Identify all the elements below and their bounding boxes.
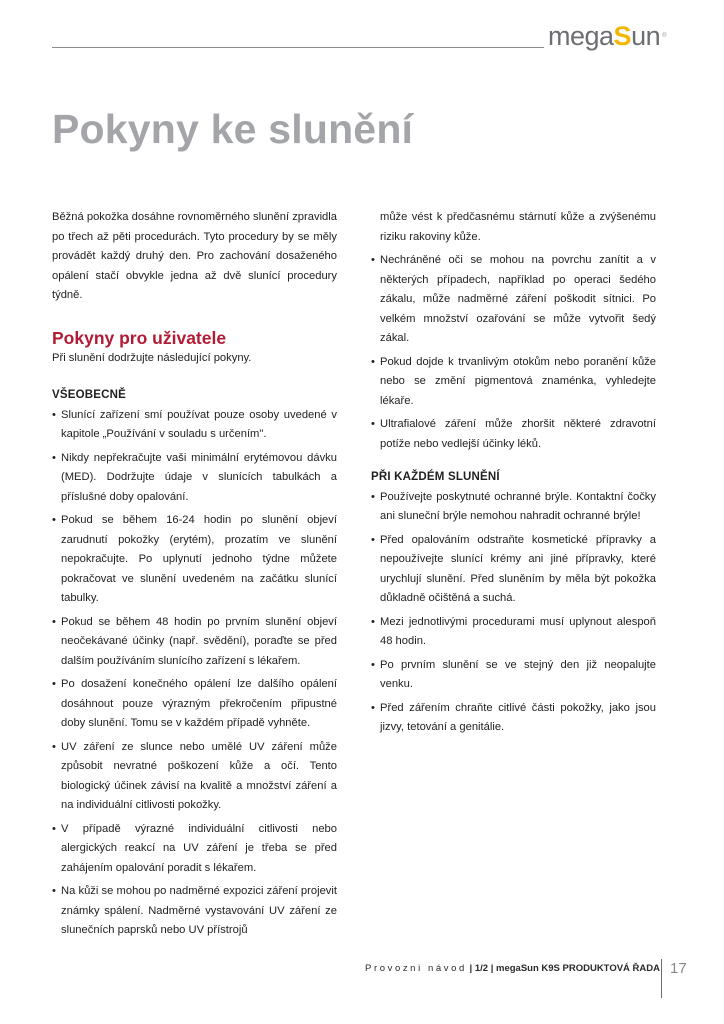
page-title: Pokyny ke slunění [52, 106, 414, 152]
bullet-icon: • [371, 701, 375, 714]
brand-logo [548, 20, 667, 52]
bullet-icon: • [371, 533, 375, 546]
footer-separator: | [488, 963, 496, 974]
bullet-icon: • [371, 418, 375, 430]
header-rule [52, 47, 544, 48]
bullet-icon: • [371, 615, 375, 628]
bullet-icon: • [52, 514, 56, 526]
bullet-icon: • [52, 822, 56, 835]
bullet-icon: • [52, 678, 56, 690]
intro-paragraph: Běžná pokožka dosáhne rovnoměrného slunění zpravidla po třech až pěti procedurách. Tyto procedury by se měly provádět každý druhý den. Pro zachování dosaženého opálení stačí obvykle jedna až dvě slunící procedury týdně. [52, 211, 337, 301]
bullet-icon: • [371, 490, 375, 503]
list-item: • Pokud se během 48 hodin po prvním slunění objeví neočekávané účinky (např. svědění), poraďte se před dalším používáním slunícího zařízení s lékařem. [52, 613, 337, 672]
brand-prefix: mega [548, 21, 614, 51]
list-item: • Používejte poskytnuté ochranné brýle. Kontaktní čočky ani sluneční brýle nemohou nahradit ochranné brýle! [371, 488, 656, 527]
section-heading: Pokyny pro uživatele [52, 327, 227, 348]
list-item: • Před opalováním odstraňte kosmetické přípravky a nepoužívejte slunící krémy ani jiné přípravky, které urychlují slunění. Před sluněním by měla být pokožka důkladně očištěná a suchá. [371, 531, 656, 609]
section-intro: Při slunění dodržujte následující pokyny. [52, 351, 252, 364]
bullet-icon: • [52, 885, 56, 897]
list-item: • Po prvním slunění se ve stejný den již neopalujte venku. [371, 656, 656, 695]
footer-doc-type: Provozni návod [365, 963, 467, 974]
left-column [52, 208, 337, 945]
bullet-icon: • [52, 408, 56, 421]
list-item: • Mezi jednotlivými procedurami musí uplynout alespoň 48 hodin. [371, 613, 656, 652]
bullet-icon: • [371, 658, 375, 671]
list-item: • Nechráněné oči se mohou na povrchu zanítit a v některých případech, například po operaci šedého zákalu, může nadměrné záření poškodit sítnici. Po velkém množství ozařování se může vytvořit šedý zákal. [371, 251, 656, 349]
right-column [371, 208, 656, 742]
footer-part: 1/2 [474, 963, 489, 974]
bullet-icon: • [52, 615, 56, 628]
continued-text: může vést k předčasnému stárnutí kůže a zvýšenému riziku rakoviny kůže. [380, 211, 656, 243]
bullet-icon: • [371, 254, 375, 266]
brand-highlight: S [613, 21, 632, 51]
list-item: • Slunící zařízení smí používat pouze osoby uvedené v kapitole „Používání v souladu s určením". [52, 406, 337, 445]
general-list-continued [371, 251, 656, 454]
each-session-list [371, 488, 656, 738]
list-item: • Pokud se během 16-24 hodin po slunění objeví zarudnutí pokožky (erytém), prozatím ve slunění nepokračujte. Po uplynutí jednoho týdne můžete pokračovat ve slunění uvedeném na začátku slunící tabulky. [52, 511, 337, 609]
general-list [52, 406, 337, 941]
brand-suffix: un [631, 21, 661, 51]
footer-product-line: megaSun K9S PRODUKTOVÁ ŘADA [496, 963, 660, 974]
general-heading: VŠEOBECNĚ [52, 389, 127, 401]
list-item: • Na kůži se mohou po nadměrné expozici záření projevit známky spálení. Nadměrné vystavování UV záření ze slunečních paprsků nebo UV přístrojů [52, 882, 337, 941]
list-item: • Před zářením chraňte citlivé části pokožky, jako jsou jizvy, tetování a genitálie. [371, 699, 656, 738]
bullet-icon: • [52, 451, 56, 464]
footer-separator: | [466, 963, 475, 974]
list-item: • UV záření ze slunce nebo umělé UV záření může způsobit nevratné poškození kůže a očí. Tento biologický účinek závisí na kvalitě a množství záření a na individuální citlivosti pokožky. [52, 738, 337, 816]
page-number: 17 [670, 960, 687, 977]
list-item: • V případě výrazné individuální citlivosti nebo alergických reakcí na UV záření je třeba se před zahájením opalování poradit s lékařem. [52, 820, 337, 879]
list-item: • Pokud dojde k trvanlivým otokům nebo poranění kůže nebo se změní pigmentová znaménka, vyhledejte lékaře. [371, 353, 656, 412]
list-item: • Ultrafialové záření může zhoršit některé zdravotní potíže nebo vedlejší účinky léků. [371, 415, 656, 454]
list-item: • Nikdy nepřekračujte vaši minimální erytémovou dávku (MED). Dodržujte údaje v slunících tabulkách a příslušné doby opalování. [52, 449, 337, 508]
each-session-heading: PŘI KAŽDÉM SLUNĚNÍ [371, 471, 500, 483]
registered-mark: ® [662, 33, 667, 39]
bullet-icon: • [371, 355, 375, 368]
list-item: • Po dosažení konečného opálení lze dalšího opálení dosáhnout pouze výrazným překročením připustné doby slunění. Tomu se v každém případě vyhněte. [52, 675, 337, 734]
footer-text [365, 963, 660, 974]
bullet-icon: • [52, 740, 56, 753]
footer-divider [661, 959, 662, 998]
